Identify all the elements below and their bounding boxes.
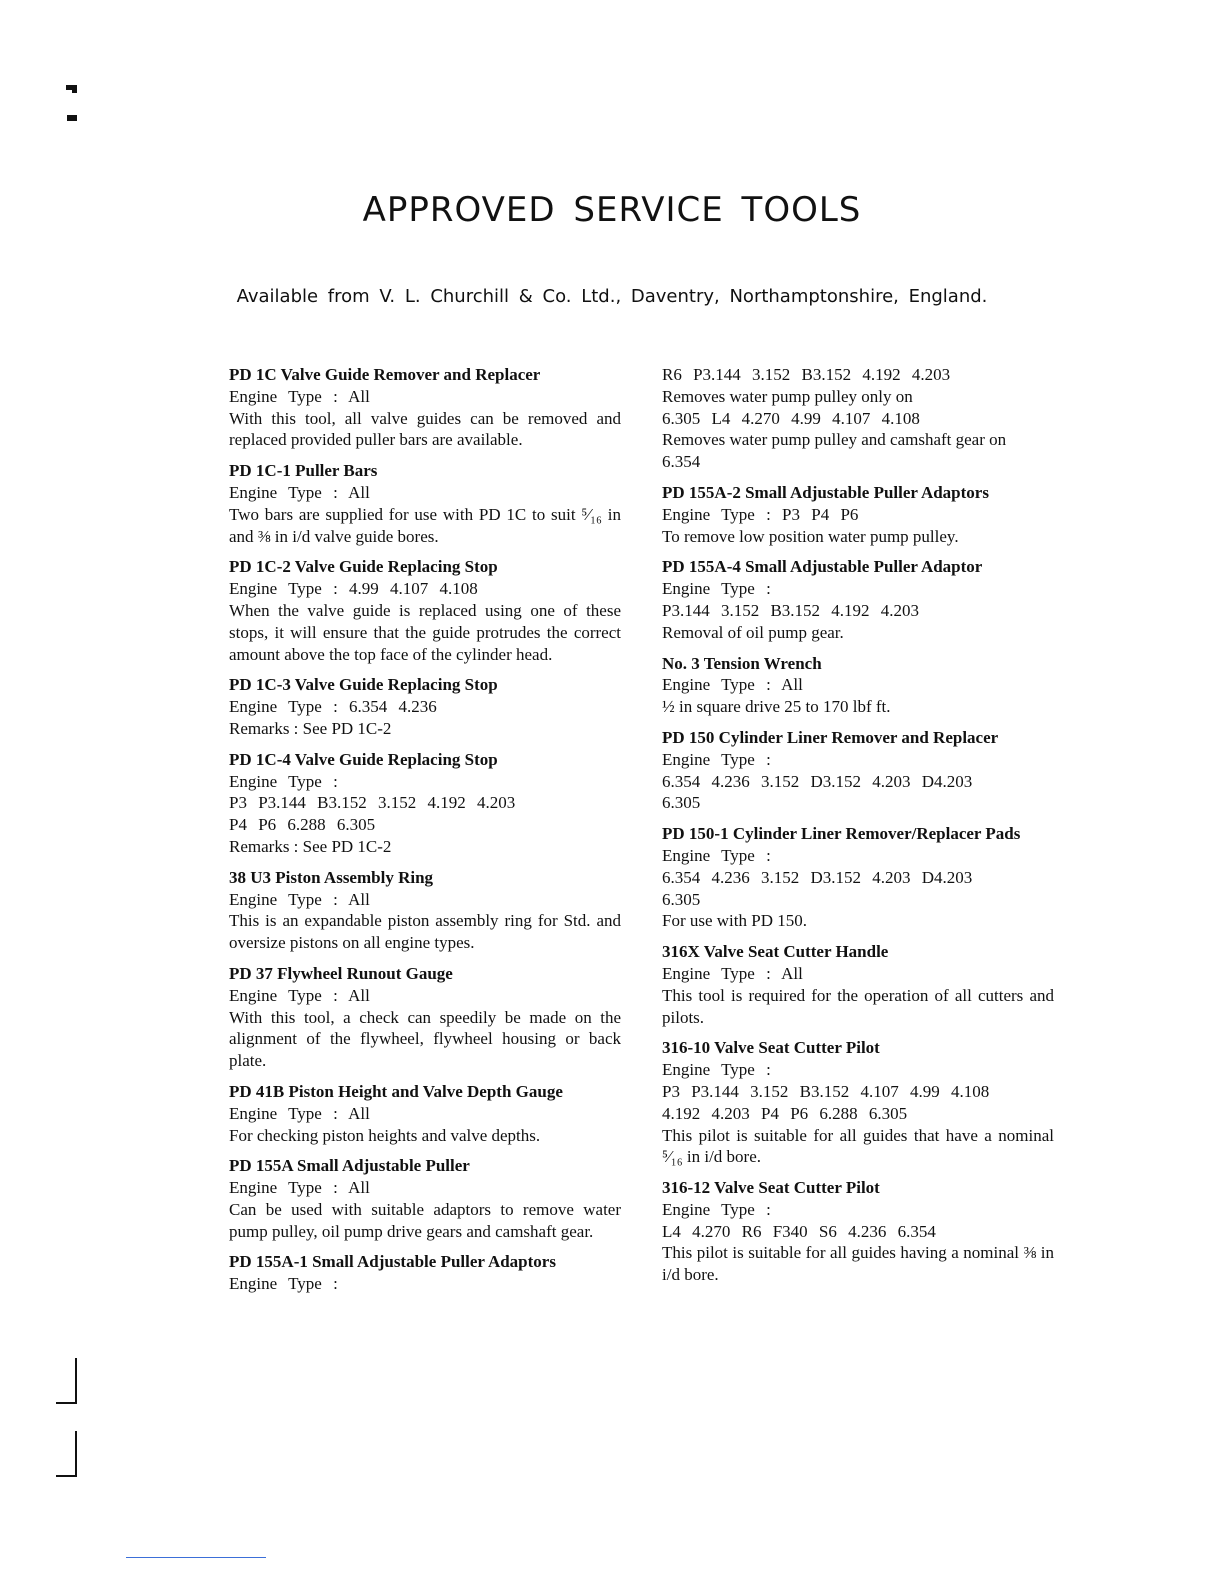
tool-description: ½ in square drive 25 to 170 lbf ft. [662, 697, 891, 717]
engine-type: Engine Type : All [662, 963, 803, 983]
tool-heading: PD 41B Piston Height and Valve Depth Gauge [229, 1081, 563, 1101]
tool-heading: PD 1C-2 Valve Guide Replacing Stop [229, 557, 498, 577]
engine-type: Engine Type : 4.99 4.107 4.108 [229, 579, 478, 599]
tool-heading: PD 155A-2 Small Adjustable Puller Adaptors [662, 482, 989, 502]
tool-entry [662, 727, 1054, 814]
engine-codes: R6 P3.144 3.152 B3.152 4.192 4.203 [662, 365, 951, 384]
footer-rule [126, 1557, 266, 1558]
engine-codes: L4 4.270 R6 F340 S6 4.236 6.354 [662, 1221, 936, 1241]
page-subtitle: Available from V. L. Churchill & Co. Ltd., Daventry, Northamptonshire, England. [236, 286, 988, 307]
tool-entry [229, 867, 621, 954]
engine-type: Engine Type : [662, 749, 771, 769]
tool-heading: PD 37 Flywheel Runout Gauge [229, 963, 453, 983]
page-title: APPROVED SERVICE TOOLS [362, 190, 862, 230]
engine-codes: P3 P3.144 B3.152 3.152 4.192 4.203 [229, 793, 516, 813]
tool-description: With this tool, all valve guides can be removed and replaced provided puller bars are available. [229, 408, 621, 450]
margin-bracket [56, 1358, 77, 1404]
tool-entry [662, 1037, 1054, 1168]
margin-bracket [56, 1431, 77, 1477]
tool-entry [229, 1081, 621, 1146]
tool-heading: PD 155A-1 Small Adjustable Puller Adaptors [229, 1252, 556, 1272]
tool-entry [662, 482, 1054, 547]
tool-heading: PD 1C-4 Valve Guide Replacing Stop [229, 749, 498, 769]
tool-description: For checking piston heights and valve depths. [229, 1125, 541, 1145]
tool-entry [662, 364, 1054, 473]
engine-codes: P3 P3.144 3.152 B3.152 4.107 4.99 4.108 [662, 1081, 990, 1101]
engine-type: Engine Type : All [229, 889, 370, 909]
engine-type: Engine Type : [662, 845, 771, 865]
tool-entry [229, 674, 621, 739]
tool-description: This pilot is suitable for all guides having a nominal ⅜ in i/d bore. [662, 1243, 1054, 1285]
engine-type: Engine Type : [662, 1199, 771, 1219]
tool-heading: PD 150 Cylinder Liner Remover and Replacer [662, 727, 999, 747]
tool-entry [662, 556, 1054, 643]
margin-mark-top [72, 88, 77, 93]
tool-description: With this tool, a check can speedily be made on the alignment of the flywheel, flywheel housing or back plate. [229, 1007, 621, 1071]
tool-entry [229, 364, 621, 451]
engine-type: Engine Type : [229, 1274, 338, 1294]
tool-heading: 316X Valve Seat Cutter Handle [662, 942, 889, 962]
tool-heading: No. 3 Tension Wrench [662, 653, 822, 673]
tool-description: This is an expandable piston assembly ring for Std. and oversize pistons on all engine types. [229, 911, 621, 953]
tool-entry [229, 963, 621, 1072]
tool-description: Removes water pump pulley and camshaft gear on [662, 430, 1007, 450]
tool-description: For use with PD 150. [662, 911, 807, 931]
engine-type: Engine Type : All [229, 985, 370, 1005]
tool-heading: PD 155A Small Adjustable Puller [229, 1156, 470, 1176]
engine-type: Engine Type : All [229, 1178, 370, 1198]
tool-heading: PD 1C-3 Valve Guide Replacing Stop [229, 675, 498, 695]
engine-codes: 6.305 [662, 793, 701, 813]
tool-entry [229, 1155, 621, 1242]
tool-entry [662, 941, 1054, 1028]
tool-description: This tool is required for the operation of all cutters and pilots. [662, 985, 1054, 1027]
engine-type: Engine Type : 6.354 4.236 [229, 697, 437, 717]
engine-codes: 6.354 4.236 3.152 D3.152 4.203 D4.203 [662, 771, 973, 791]
tool-description: To remove low position water pump pulley. [662, 526, 959, 546]
tool-description: This pilot is suitable for all guides that have a nominal ⁵⁄₁₆ in i/d bore. [662, 1125, 1054, 1167]
engine-type: Engine Type : All [229, 1103, 370, 1123]
engine-codes: 6.354 4.236 3.152 D3.152 4.203 D4.203 [662, 867, 973, 887]
engine-codes: 6.354 [662, 452, 701, 472]
engine-type: Engine Type : [662, 579, 771, 599]
tool-heading: PD 150-1 Cylinder Liner Remover/Replacer Pads [662, 824, 1021, 844]
engine-type: Engine Type : P3 P4 P6 [662, 504, 859, 524]
tool-description: Removal of oil pump gear. [662, 622, 844, 642]
engine-type: Engine Type : All [662, 675, 803, 695]
margin-mark-top [67, 115, 77, 121]
engine-type: Engine Type : [662, 1060, 771, 1080]
engine-type: Engine Type : [229, 771, 338, 791]
engine-codes: 6.305 L4 4.270 4.99 4.107 4.108 [662, 408, 920, 428]
tool-description: Can be used with suitable adaptors to remove water pump pulley, oil pump drive gears and camshaft gear. [229, 1199, 621, 1241]
tool-heading: PD 1C Valve Guide Remover and Replacer [229, 365, 541, 384]
engine-type: Engine Type : All [229, 482, 370, 502]
engine-codes: P4 P6 6.288 6.305 [229, 815, 376, 835]
tool-entry [662, 1177, 1054, 1286]
tool-description: Remarks : See PD 1C-2 [229, 718, 392, 738]
engine-codes: 4.192 4.203 P4 P6 6.288 6.305 [662, 1103, 908, 1123]
engine-codes: 6.305 [662, 889, 701, 909]
engine-type: Engine Type : All [229, 386, 370, 406]
tool-entry [662, 823, 1054, 932]
tool-heading: 38 U3 Piston Assembly Ring [229, 867, 434, 887]
tool-description: Remarks : See PD 1C-2 [229, 836, 392, 856]
tool-entry [229, 1251, 621, 1295]
engine-codes: P3.144 3.152 B3.152 4.192 4.203 [662, 600, 920, 620]
right-column [662, 364, 1054, 1295]
tool-heading: PD 1C-1 Puller Bars [229, 461, 378, 481]
tool-description: When the valve guide is replaced using one of these stops, it will ensure that the guide protrudes the correct amount above the top face of the cylinder head. [229, 600, 621, 664]
tool-heading: 316-10 Valve Seat Cutter Pilot [662, 1038, 880, 1058]
tool-description: Removes water pump pulley only on [662, 386, 913, 406]
tool-description: Two bars are supplied for use with PD 1C to suit ⁵⁄₁₆ in and ⅜ in i/d valve guide bores. [229, 504, 621, 546]
left-column [229, 364, 621, 1304]
tool-entry [229, 556, 621, 665]
tool-entry [229, 749, 621, 858]
tool-heading: PD 155A-4 Small Adjustable Puller Adaptor [662, 557, 983, 577]
tool-entry [662, 653, 1054, 718]
tool-entry [229, 460, 621, 547]
tool-heading: 316-12 Valve Seat Cutter Pilot [662, 1178, 880, 1198]
